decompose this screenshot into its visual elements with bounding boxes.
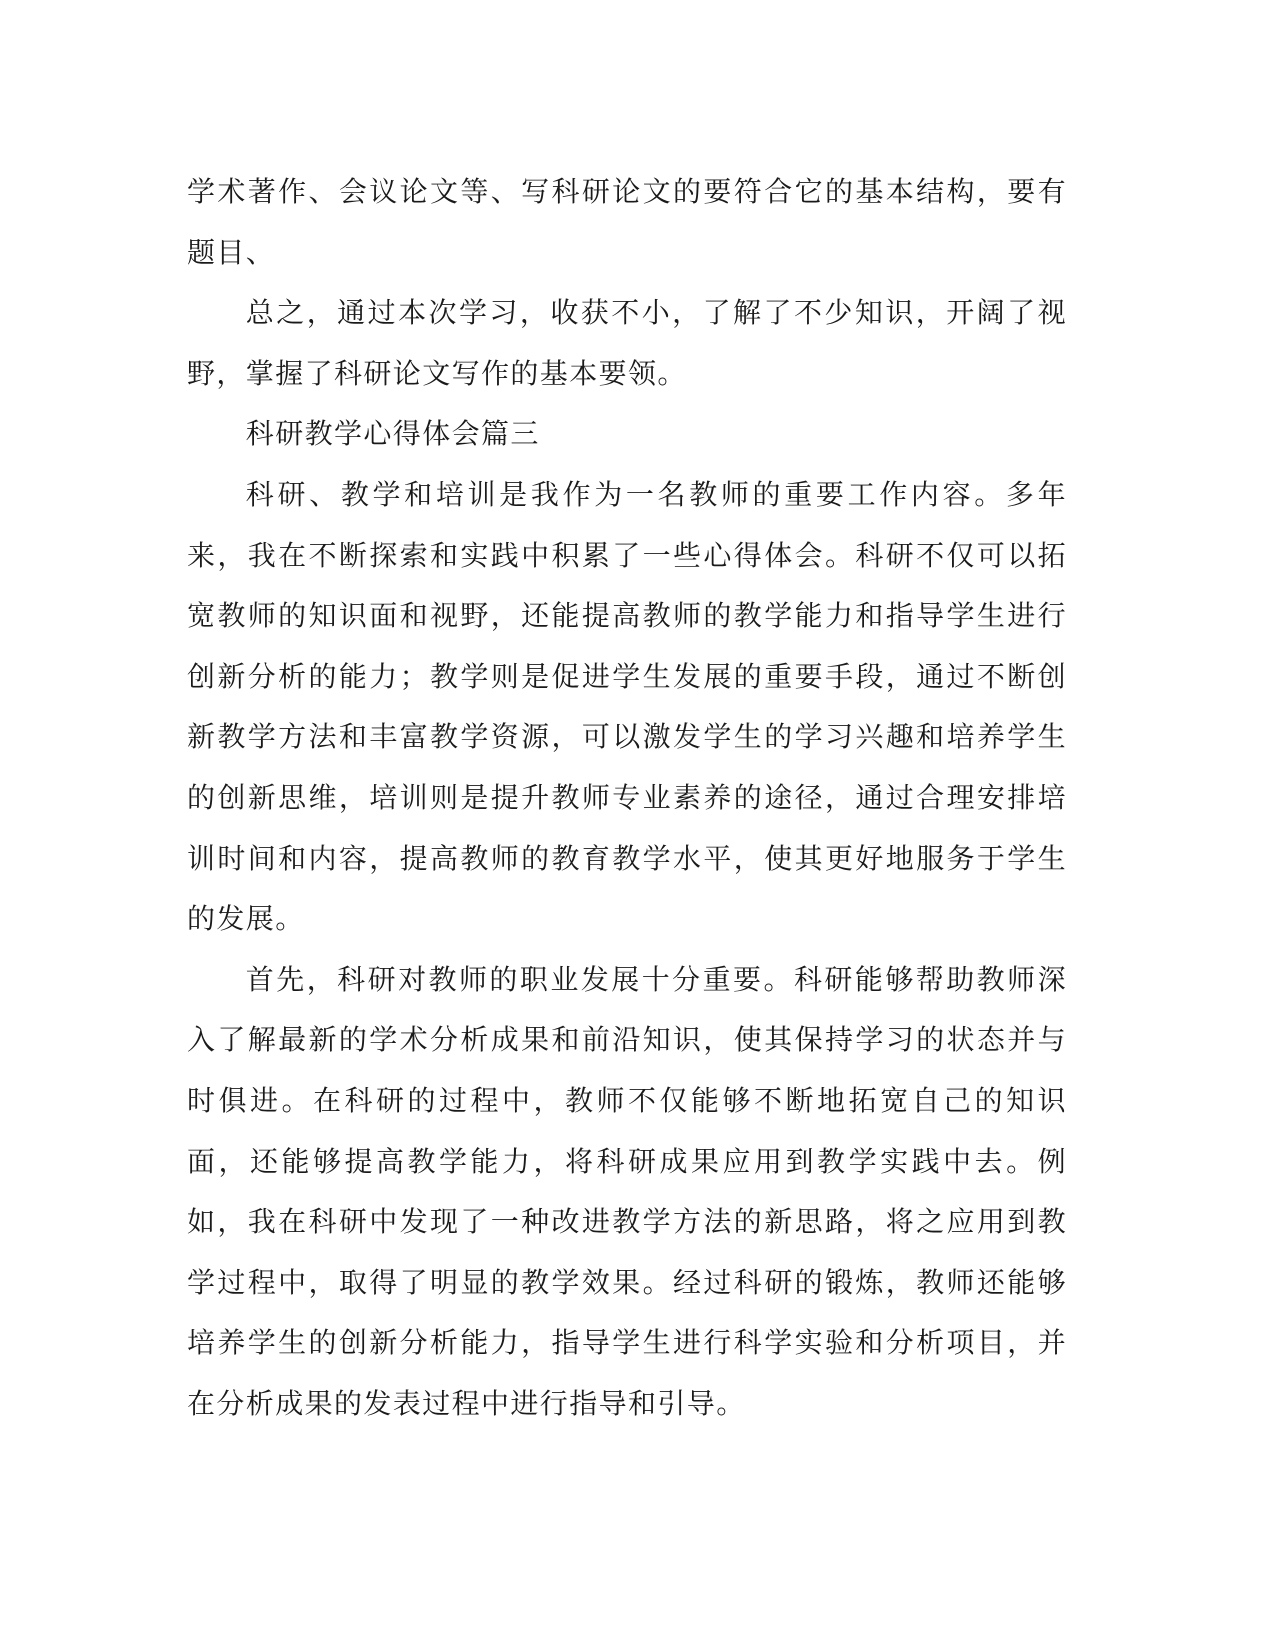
paragraph-continued-structure: 学术著作、会议论文等、写科研论文的要符合它的基本结构，要有题目、 [187, 175, 1067, 269]
paragraph-intro: 科研、教学和培训是我作为一名教师的重要工作内容。多年来，我在不断探索和实践中积累了一些心得体会。科研不仅可以拓宽教师的知识面和视野，还能提高教师的教学能力和指导学生进行创新分析的能力；教学则是促进学生发展的重要手段，通过不断创新教学方法和丰富教学资源，可以激发学生的学习兴趣和培养学生的创新思维，培训则是提升教师专业素养的途径，通过合理安排培训时间和内容，提高教师的教育教学水平，使其更好地服务于学生的发展。 [187, 477, 1067, 936]
paragraph-first-point: 首先，科研对教师的职业发展十分重要。科研能够帮助教师深入了解最新的学术分析成果和前沿知识，使其保持学习的状态并与时俱进。在科研的过程中，教师不仅能够不断地拓宽自己的知识面，还能够提高教学能力，将科研成果应用到教学实践中去。例如，我在科研中发现了一种改进教学方法的新思路，将之应用到教学过程中，取得了明显的教学效果。经过科研的锻炼，教师还能够培养学生的创新分析能力，指导学生进行科学实验和分析项目，并在分析成果的发表过程中进行指导和引导。 [187, 962, 1067, 1420]
section-heading: 科研教学心得体会篇三 [245, 417, 540, 451]
paragraph-summary: 总之，通过本次学习，收获不小，了解了不少知识，开阔了视野，掌握了科研论文写作的基本要领。 [187, 296, 1067, 390]
document-body [187, 162, 1067, 1434]
